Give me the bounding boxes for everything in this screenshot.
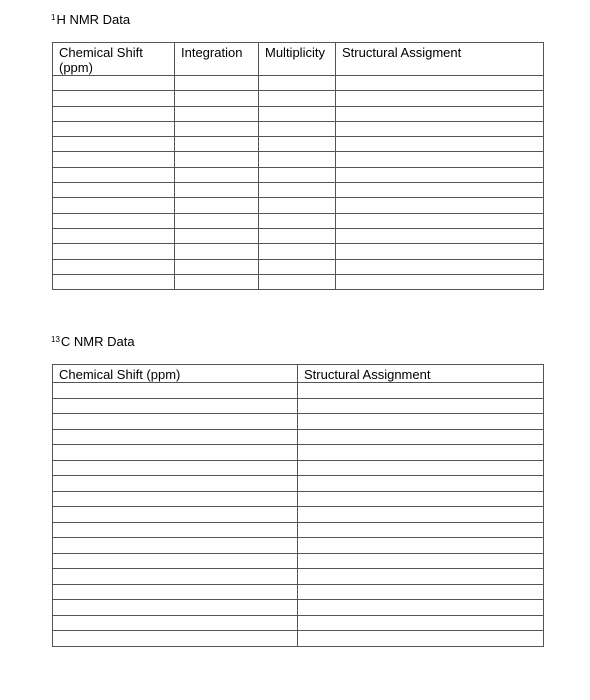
table-cell[interactable] [298, 476, 544, 492]
table-row [53, 383, 544, 399]
table-cell[interactable] [298, 507, 544, 523]
table-row [53, 398, 544, 414]
table-row [53, 152, 544, 167]
table-row [53, 429, 544, 445]
table-row [53, 507, 544, 523]
table-row [53, 274, 544, 289]
table-cell[interactable] [259, 137, 336, 152]
h-nmr-header-chemical-shift: Chemical Shift (ppm) [53, 43, 175, 76]
c-nmr-table [52, 364, 544, 647]
table-cell[interactable] [298, 491, 544, 507]
table-cell[interactable] [53, 259, 175, 274]
table-cell[interactable] [259, 228, 336, 243]
table-cell[interactable] [53, 553, 298, 569]
table-cell[interactable] [53, 228, 175, 243]
table-cell[interactable] [53, 137, 175, 152]
table-cell[interactable] [336, 274, 544, 289]
table-cell[interactable] [53, 76, 175, 91]
table-cell[interactable] [175, 106, 259, 121]
table-cell[interactable] [175, 198, 259, 213]
table-cell[interactable] [298, 383, 544, 399]
c-nmr-header-chemical-shift: Chemical Shift (ppm) [53, 365, 298, 383]
table-row [53, 491, 544, 507]
table-cell[interactable] [336, 259, 544, 274]
table-cell[interactable] [336, 244, 544, 259]
table-cell[interactable] [175, 167, 259, 182]
table-row [53, 121, 544, 136]
table-cell[interactable] [259, 183, 336, 198]
h-nmr-title-superscript: 1 [51, 13, 56, 22]
table-cell[interactable] [259, 76, 336, 91]
c-nmr-title-superscript: 13 [51, 335, 60, 344]
table-cell[interactable] [336, 137, 544, 152]
table-cell[interactable] [298, 631, 544, 647]
table-cell[interactable] [336, 183, 544, 198]
table-cell[interactable] [336, 228, 544, 243]
table-cell[interactable] [259, 244, 336, 259]
table-row [53, 584, 544, 600]
table-row [53, 615, 544, 631]
table-cell[interactable] [298, 569, 544, 585]
h-nmr-table-body [53, 76, 544, 290]
c-nmr-title-text: C NMR Data [60, 334, 135, 349]
table-cell[interactable] [259, 274, 336, 289]
table-cell[interactable] [298, 584, 544, 600]
c-nmr-header-structural-assignment: Structural Assignment [298, 365, 544, 383]
c-nmr-title [51, 334, 135, 350]
h-nmr-header-row [53, 43, 544, 76]
table-cell[interactable] [336, 91, 544, 106]
table-cell[interactable] [53, 213, 175, 228]
table-row [53, 553, 544, 569]
table-cell[interactable] [175, 274, 259, 289]
table-row [53, 569, 544, 585]
table-cell[interactable] [298, 429, 544, 445]
table-cell[interactable] [259, 259, 336, 274]
table-cell[interactable] [259, 167, 336, 182]
table-cell[interactable] [53, 414, 298, 430]
table-cell[interactable] [53, 429, 298, 445]
table-row [53, 106, 544, 121]
table-cell[interactable] [298, 600, 544, 616]
table-cell[interactable] [336, 167, 544, 182]
table-cell[interactable] [175, 228, 259, 243]
table-cell[interactable] [53, 522, 298, 538]
table-cell[interactable] [53, 383, 298, 399]
table-cell[interactable] [298, 398, 544, 414]
table-row [53, 76, 544, 91]
table-cell[interactable] [175, 137, 259, 152]
table-cell[interactable] [53, 476, 298, 492]
table-cell[interactable] [175, 121, 259, 136]
table-cell[interactable] [53, 569, 298, 585]
h-nmr-title [51, 12, 130, 28]
table-cell[interactable] [336, 213, 544, 228]
table-cell[interactable] [175, 259, 259, 274]
table-cell[interactable] [53, 398, 298, 414]
table-cell[interactable] [53, 274, 175, 289]
table-cell[interactable] [53, 167, 175, 182]
h-nmr-title-text: H NMR Data [56, 12, 131, 27]
table-cell[interactable] [259, 91, 336, 106]
table-row [53, 213, 544, 228]
table-cell[interactable] [53, 600, 298, 616]
table-cell[interactable] [298, 460, 544, 476]
table-cell[interactable] [298, 414, 544, 430]
table-cell[interactable] [298, 538, 544, 554]
table-row [53, 167, 544, 182]
table-row [53, 228, 544, 243]
table-cell[interactable] [336, 152, 544, 167]
table-cell[interactable] [175, 183, 259, 198]
table-cell[interactable] [175, 91, 259, 106]
table-cell[interactable] [53, 152, 175, 167]
table-row [53, 244, 544, 259]
table-cell[interactable] [53, 491, 298, 507]
table-cell[interactable] [53, 507, 298, 523]
table-cell[interactable] [175, 152, 259, 167]
table-cell[interactable] [259, 152, 336, 167]
table-cell[interactable] [259, 213, 336, 228]
table-cell[interactable] [53, 91, 175, 106]
table-row [53, 91, 544, 106]
table-row [53, 522, 544, 538]
h-nmr-table [52, 42, 544, 290]
table-cell[interactable] [53, 460, 298, 476]
table-cell[interactable] [336, 106, 544, 121]
c-nmr-table-body [53, 383, 544, 647]
table-cell[interactable] [298, 615, 544, 631]
table-cell[interactable] [53, 244, 175, 259]
table-cell[interactable] [259, 121, 336, 136]
table-row [53, 538, 544, 554]
table-row [53, 183, 544, 198]
table-cell[interactable] [175, 76, 259, 91]
table-cell[interactable] [336, 198, 544, 213]
table-cell[interactable] [298, 522, 544, 538]
table-cell[interactable] [175, 244, 259, 259]
h-nmr-header-multiplicity: Multiplicity [259, 43, 336, 76]
table-cell[interactable] [259, 198, 336, 213]
h-nmr-header-integration: Integration [175, 43, 259, 76]
table-row [53, 460, 544, 476]
table-row [53, 445, 544, 461]
h-nmr-header-structural-assignment: Structural Assigment [336, 43, 544, 76]
table-row [53, 137, 544, 152]
table-cell[interactable] [175, 213, 259, 228]
table-cell[interactable] [53, 121, 175, 136]
table-cell[interactable] [53, 106, 175, 121]
table-cell[interactable] [53, 538, 298, 554]
table-cell[interactable] [53, 584, 298, 600]
table-cell[interactable] [53, 183, 175, 198]
table-row [53, 259, 544, 274]
table-row [53, 476, 544, 492]
table-cell[interactable] [53, 198, 175, 213]
table-row [53, 198, 544, 213]
table-cell[interactable] [336, 121, 544, 136]
table-cell[interactable] [53, 631, 298, 647]
table-cell[interactable] [53, 445, 298, 461]
table-cell[interactable] [336, 76, 544, 91]
table-cell[interactable] [298, 553, 544, 569]
table-row [53, 414, 544, 430]
table-cell[interactable] [259, 106, 336, 121]
table-row [53, 631, 544, 647]
table-cell[interactable] [298, 445, 544, 461]
table-cell[interactable] [53, 615, 298, 631]
c-nmr-header-row [53, 365, 544, 383]
table-row [53, 600, 544, 616]
